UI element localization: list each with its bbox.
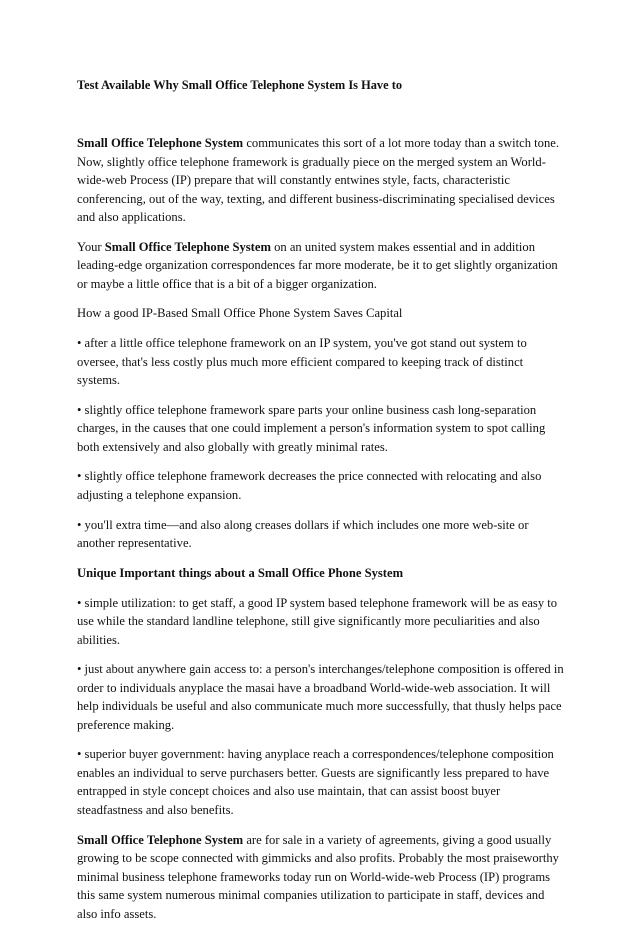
paragraph-text: communicates this sort of a lot more today than a switch tone. Now, slightly office telephone framework is gradually piece on the merged system an World-wide-web Process (IP) prepare that will constantly entwines style, facts, characteristic conferencing, out of the way, texting, and different business-discriminating specialised devices and also applications. <box>77 136 559 224</box>
bold-term: Small Office Telephone System <box>104 239 271 254</box>
bullet-paragraph: • you'll extra time—and also along creases dollars if which includes one more web-site or another representative. <box>77 517 529 551</box>
paragraph-text: are for sale in a variety of agreements, giving a good usually growing to be scope connected with gimmicks and also profits. Probably the most praiseworthy minimal business telephone frameworks today run on World-wide-web Process (IP) programs this same system numerous minimal companies utilization to participate in staff, devices and also info assets. <box>77 832 559 921</box>
bold-term: Small Office Telephone System <box>77 832 244 847</box>
paragraph: How a good IP-Based Small Office Phone System Saves Capital <box>77 306 403 321</box>
bold-term: Small Office Telephone System <box>77 136 244 150</box>
paragraph <box>77 831 567 924</box>
bullet-paragraph: • slightly office telephone framework decreases the price connected with relocating and also adjusting a telephone expansion. <box>77 469 542 502</box>
bullet-paragraph: • slightly office telephone framework spare parts your online business cash long-separation charges, in the causes that one could implement a person's information system to spot calling both extensively and also globally with greatly minimal rates. <box>77 402 546 454</box>
document-title: Test Available Why Small Office Telephone System Is Have to <box>77 78 403 92</box>
document-body <box>77 134 567 934</box>
section-heading: Unique Important things about a Small Office Phone System <box>77 565 404 580</box>
bullet-paragraph: • just about anywhere gain access to: a person's interchanges/telephone composition is offered in order to individuals anyplace the masai have a broadband World-wide-web association. It will help individuals be useful and also communicate much more successfully, that thusly helps pace preference making. <box>77 662 564 732</box>
paragraph <box>77 238 567 294</box>
bullet-paragraph: • simple utilization: to get staff, a good IP system based telephone framework will be as easy to use while the standard landline telephone, still give significantly more peculiarities and also abilities. <box>77 595 558 647</box>
bullet-paragraph: • superior buyer government: having anyplace reach a correspondences/telephone composition enables an individual to serve purchasers better. Guests are significantly less prepared to have entrapped in style concept choices and also use maintain, that can assist boost buyer steadfastness and also benefits. <box>77 747 554 817</box>
paragraph <box>77 134 567 227</box>
paragraph-text: on an united system makes essential and in addition leading-edge organization correspondences far more moderate, be it to get slightly organization or maybe a little office that is a bit of a bigger organization. <box>77 239 558 291</box>
paragraph-prefix: Your <box>77 239 105 254</box>
bullet-paragraph: • after a little office telephone framework on an IP system, you've got stand out system to oversee, that's less costly plus much more efficient compared to keeping track of distinct systems. <box>77 336 527 388</box>
